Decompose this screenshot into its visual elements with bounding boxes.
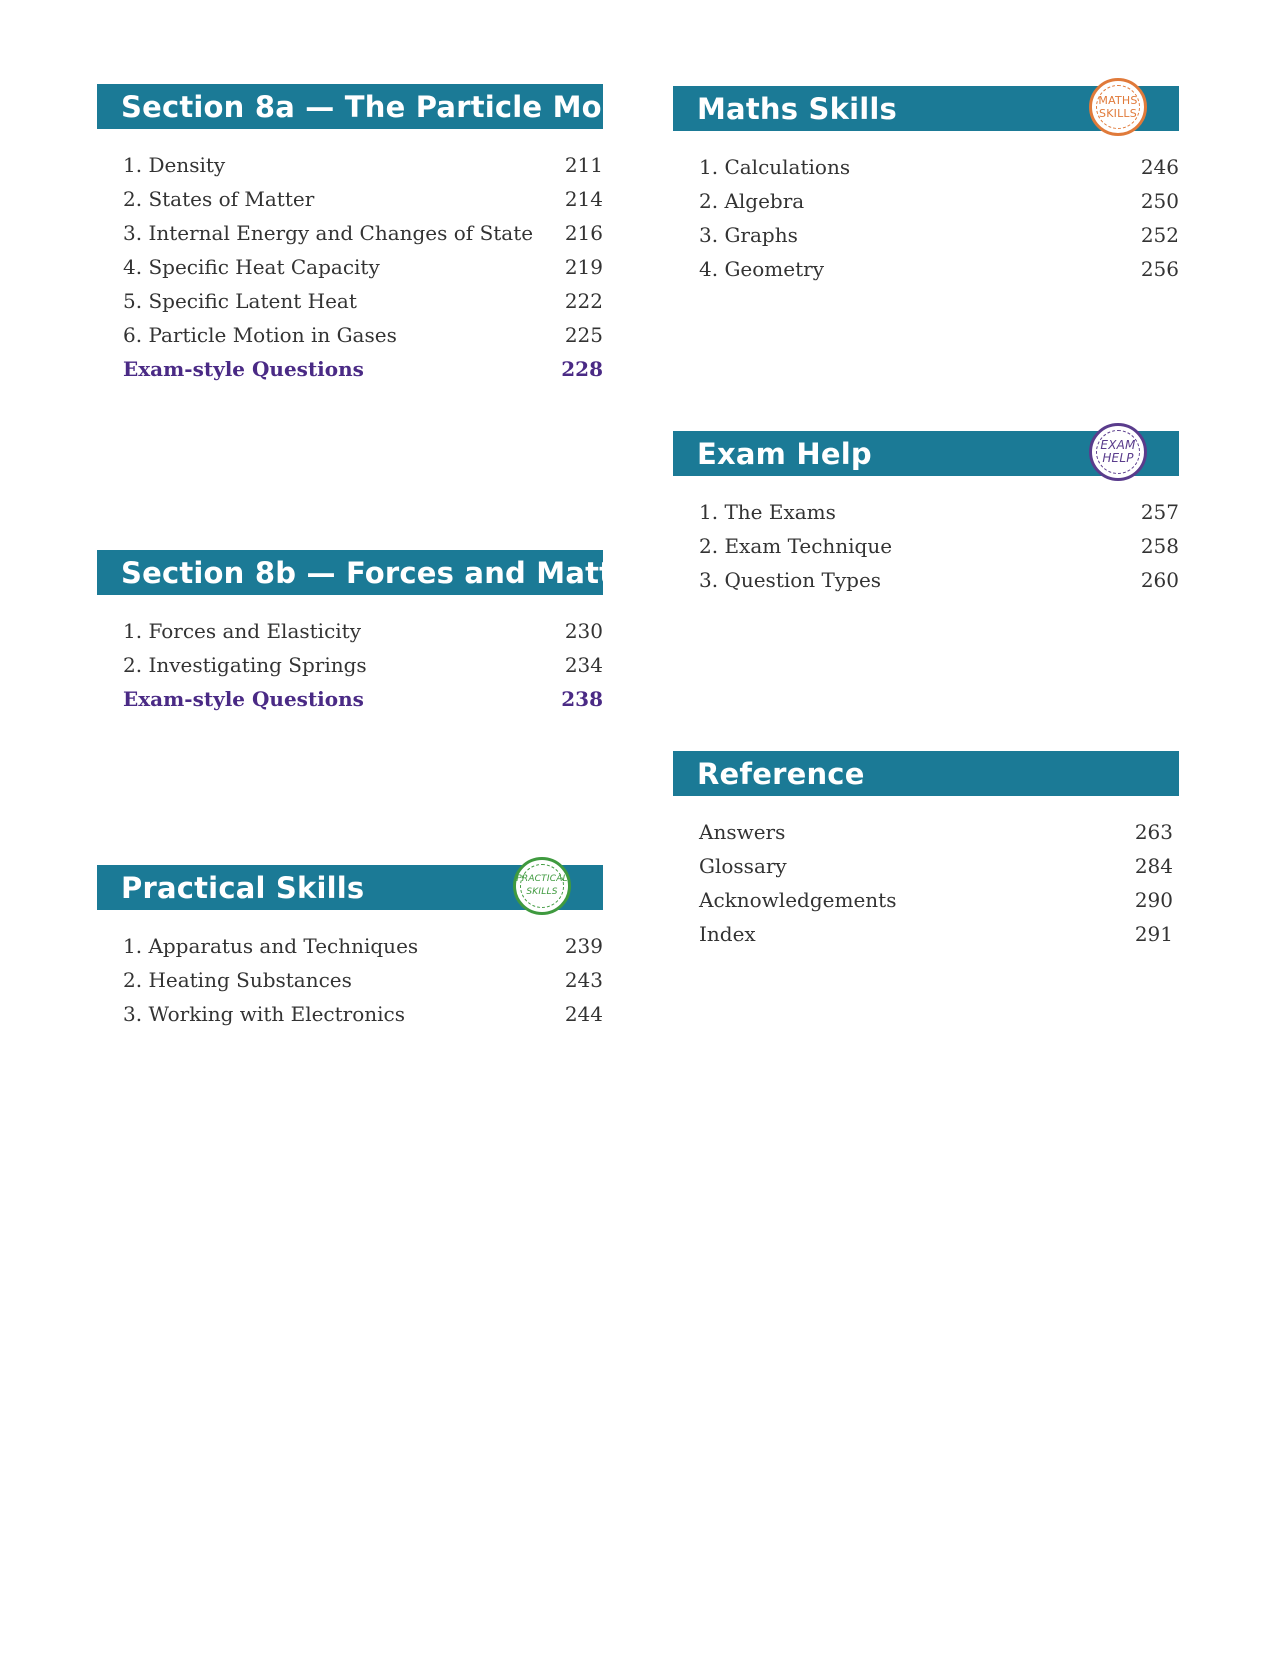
entry-page: 260 (1140, 568, 1179, 592)
entry-label: 1. Apparatus and Techniques (123, 934, 419, 958)
entry-label: 2. Investigating Springs (123, 653, 367, 677)
entry-page: 252 (1140, 223, 1179, 247)
section-8a (97, 84, 653, 391)
entry-page: 291 (1134, 922, 1173, 946)
reference-entries (673, 796, 1179, 956)
toc-entry[interactable] (673, 257, 1179, 291)
section-reference (673, 751, 1179, 956)
toc-entry[interactable] (673, 223, 1179, 257)
toc-entry[interactable] (97, 619, 603, 653)
stamp-text: MATHS (1098, 94, 1138, 107)
exam-questions-entry[interactable] (97, 687, 603, 721)
entry-label: 1. The Exams (699, 500, 836, 524)
entry-label: Acknowledgements (699, 888, 897, 912)
toc-entry[interactable] (673, 854, 1179, 888)
entry-label: 2. States of Matter (123, 187, 315, 211)
reference-title: Reference (697, 756, 865, 791)
stamp-text: SKILLS (526, 887, 558, 897)
toc-entry[interactable] (673, 922, 1179, 956)
entry-page: 290 (1134, 888, 1173, 912)
maths-skills-banner (673, 86, 1179, 131)
toc-entry[interactable] (673, 189, 1179, 223)
entry-page: 258 (1140, 534, 1179, 558)
entry-label: 2. Algebra (699, 189, 805, 213)
maths-skills-entries (673, 131, 1179, 291)
reference-banner (673, 751, 1179, 796)
toc-entry[interactable] (673, 155, 1179, 189)
entry-page: 234 (564, 653, 603, 677)
entry-page: 243 (564, 968, 603, 992)
entry-label: 4. Specific Heat Capacity (123, 255, 380, 279)
section-8b (97, 550, 648, 721)
exam-questions-entry[interactable] (97, 357, 603, 391)
stamp-text: PRACTICAL (516, 874, 568, 884)
toc-entry[interactable] (97, 323, 603, 357)
toc-entry[interactable] (673, 534, 1179, 568)
entry-page: 263 (1134, 820, 1173, 844)
toc-entry[interactable] (673, 888, 1179, 922)
section-8a-title: Section 8a — The Particle Model (121, 89, 653, 124)
maths-skills-title: Maths Skills (697, 91, 897, 126)
entry-page: 238 (561, 687, 603, 711)
entry-page: 230 (564, 619, 603, 643)
practical-skills-title: Practical Skills (121, 870, 365, 905)
toc-entry[interactable] (97, 255, 603, 289)
entry-label: 6. Particle Motion in Gases (123, 323, 397, 347)
practical-skills-entries (97, 910, 603, 1036)
section-practical-skills (97, 865, 603, 1036)
section-8b-banner (97, 550, 648, 595)
entry-page: 244 (564, 1002, 603, 1026)
entry-label: 1. Density (123, 153, 226, 177)
toc-entry[interactable] (97, 187, 603, 221)
entry-page: 250 (1140, 189, 1179, 213)
entry-label: Index (699, 922, 756, 946)
entry-page: 257 (1140, 500, 1179, 524)
section-8a-banner (97, 84, 653, 129)
toc-entry[interactable] (97, 153, 603, 187)
stamp-text: SKILLS (1099, 107, 1137, 120)
stamp-text: HELP (1102, 451, 1134, 465)
exam-help-entries (673, 476, 1179, 602)
toc-entry[interactable] (97, 968, 603, 1002)
entry-page: 216 (564, 221, 603, 245)
toc-entry[interactable] (97, 934, 603, 968)
toc-entry[interactable] (97, 289, 603, 323)
entry-page: 256 (1140, 257, 1179, 281)
maths-skills-stamp-icon (1089, 78, 1147, 136)
entry-label: 3. Graphs (699, 223, 798, 247)
toc-entry[interactable] (97, 221, 603, 255)
entry-label: Glossary (699, 854, 787, 878)
entry-label: Exam-style Questions (123, 687, 364, 711)
section-8b-title: Section 8b — Forces and Matter (121, 555, 648, 590)
stamp-text: EXAM (1100, 438, 1136, 452)
toc-entry[interactable] (97, 653, 603, 687)
entry-page: 222 (564, 289, 603, 313)
section-exam-help (673, 431, 1179, 602)
entry-label: 2. Exam Technique (699, 534, 893, 558)
entry-page: 214 (564, 187, 603, 211)
entry-page: 284 (1134, 854, 1173, 878)
exam-help-stamp-icon (1089, 423, 1147, 481)
practical-skills-stamp-icon (513, 857, 571, 915)
entry-label: 2. Heating Substances (123, 968, 352, 992)
toc-entry[interactable] (673, 500, 1179, 534)
entry-page: 246 (1140, 155, 1179, 179)
exam-help-title: Exam Help (697, 436, 872, 471)
section-maths-skills (673, 86, 1179, 291)
entry-page: 239 (564, 934, 603, 958)
entry-label: 4. Geometry (699, 257, 824, 281)
entry-page: 211 (564, 153, 603, 177)
entry-page: 225 (564, 323, 603, 347)
entry-page: 228 (561, 357, 603, 381)
section-8a-entries (97, 129, 603, 391)
practical-skills-banner (97, 865, 603, 910)
entry-label: 3. Working with Electronics (123, 1002, 406, 1026)
toc-entry[interactable] (673, 820, 1179, 854)
toc-entry[interactable] (97, 1002, 603, 1036)
entry-label: 5. Specific Latent Heat (123, 289, 357, 313)
entry-label: Answers (699, 820, 786, 844)
section-8b-entries (97, 595, 603, 721)
entry-label: 3. Question Types (699, 568, 882, 592)
entry-label: Exam-style Questions (123, 357, 364, 381)
entry-page: 219 (564, 255, 603, 279)
toc-entry[interactable] (673, 568, 1179, 602)
entry-label: 1. Calculations (699, 155, 851, 179)
exam-help-banner (673, 431, 1179, 476)
entry-label: 3. Internal Energy and Changes of State (123, 221, 534, 245)
entry-label: 1. Forces and Elasticity (123, 619, 361, 643)
